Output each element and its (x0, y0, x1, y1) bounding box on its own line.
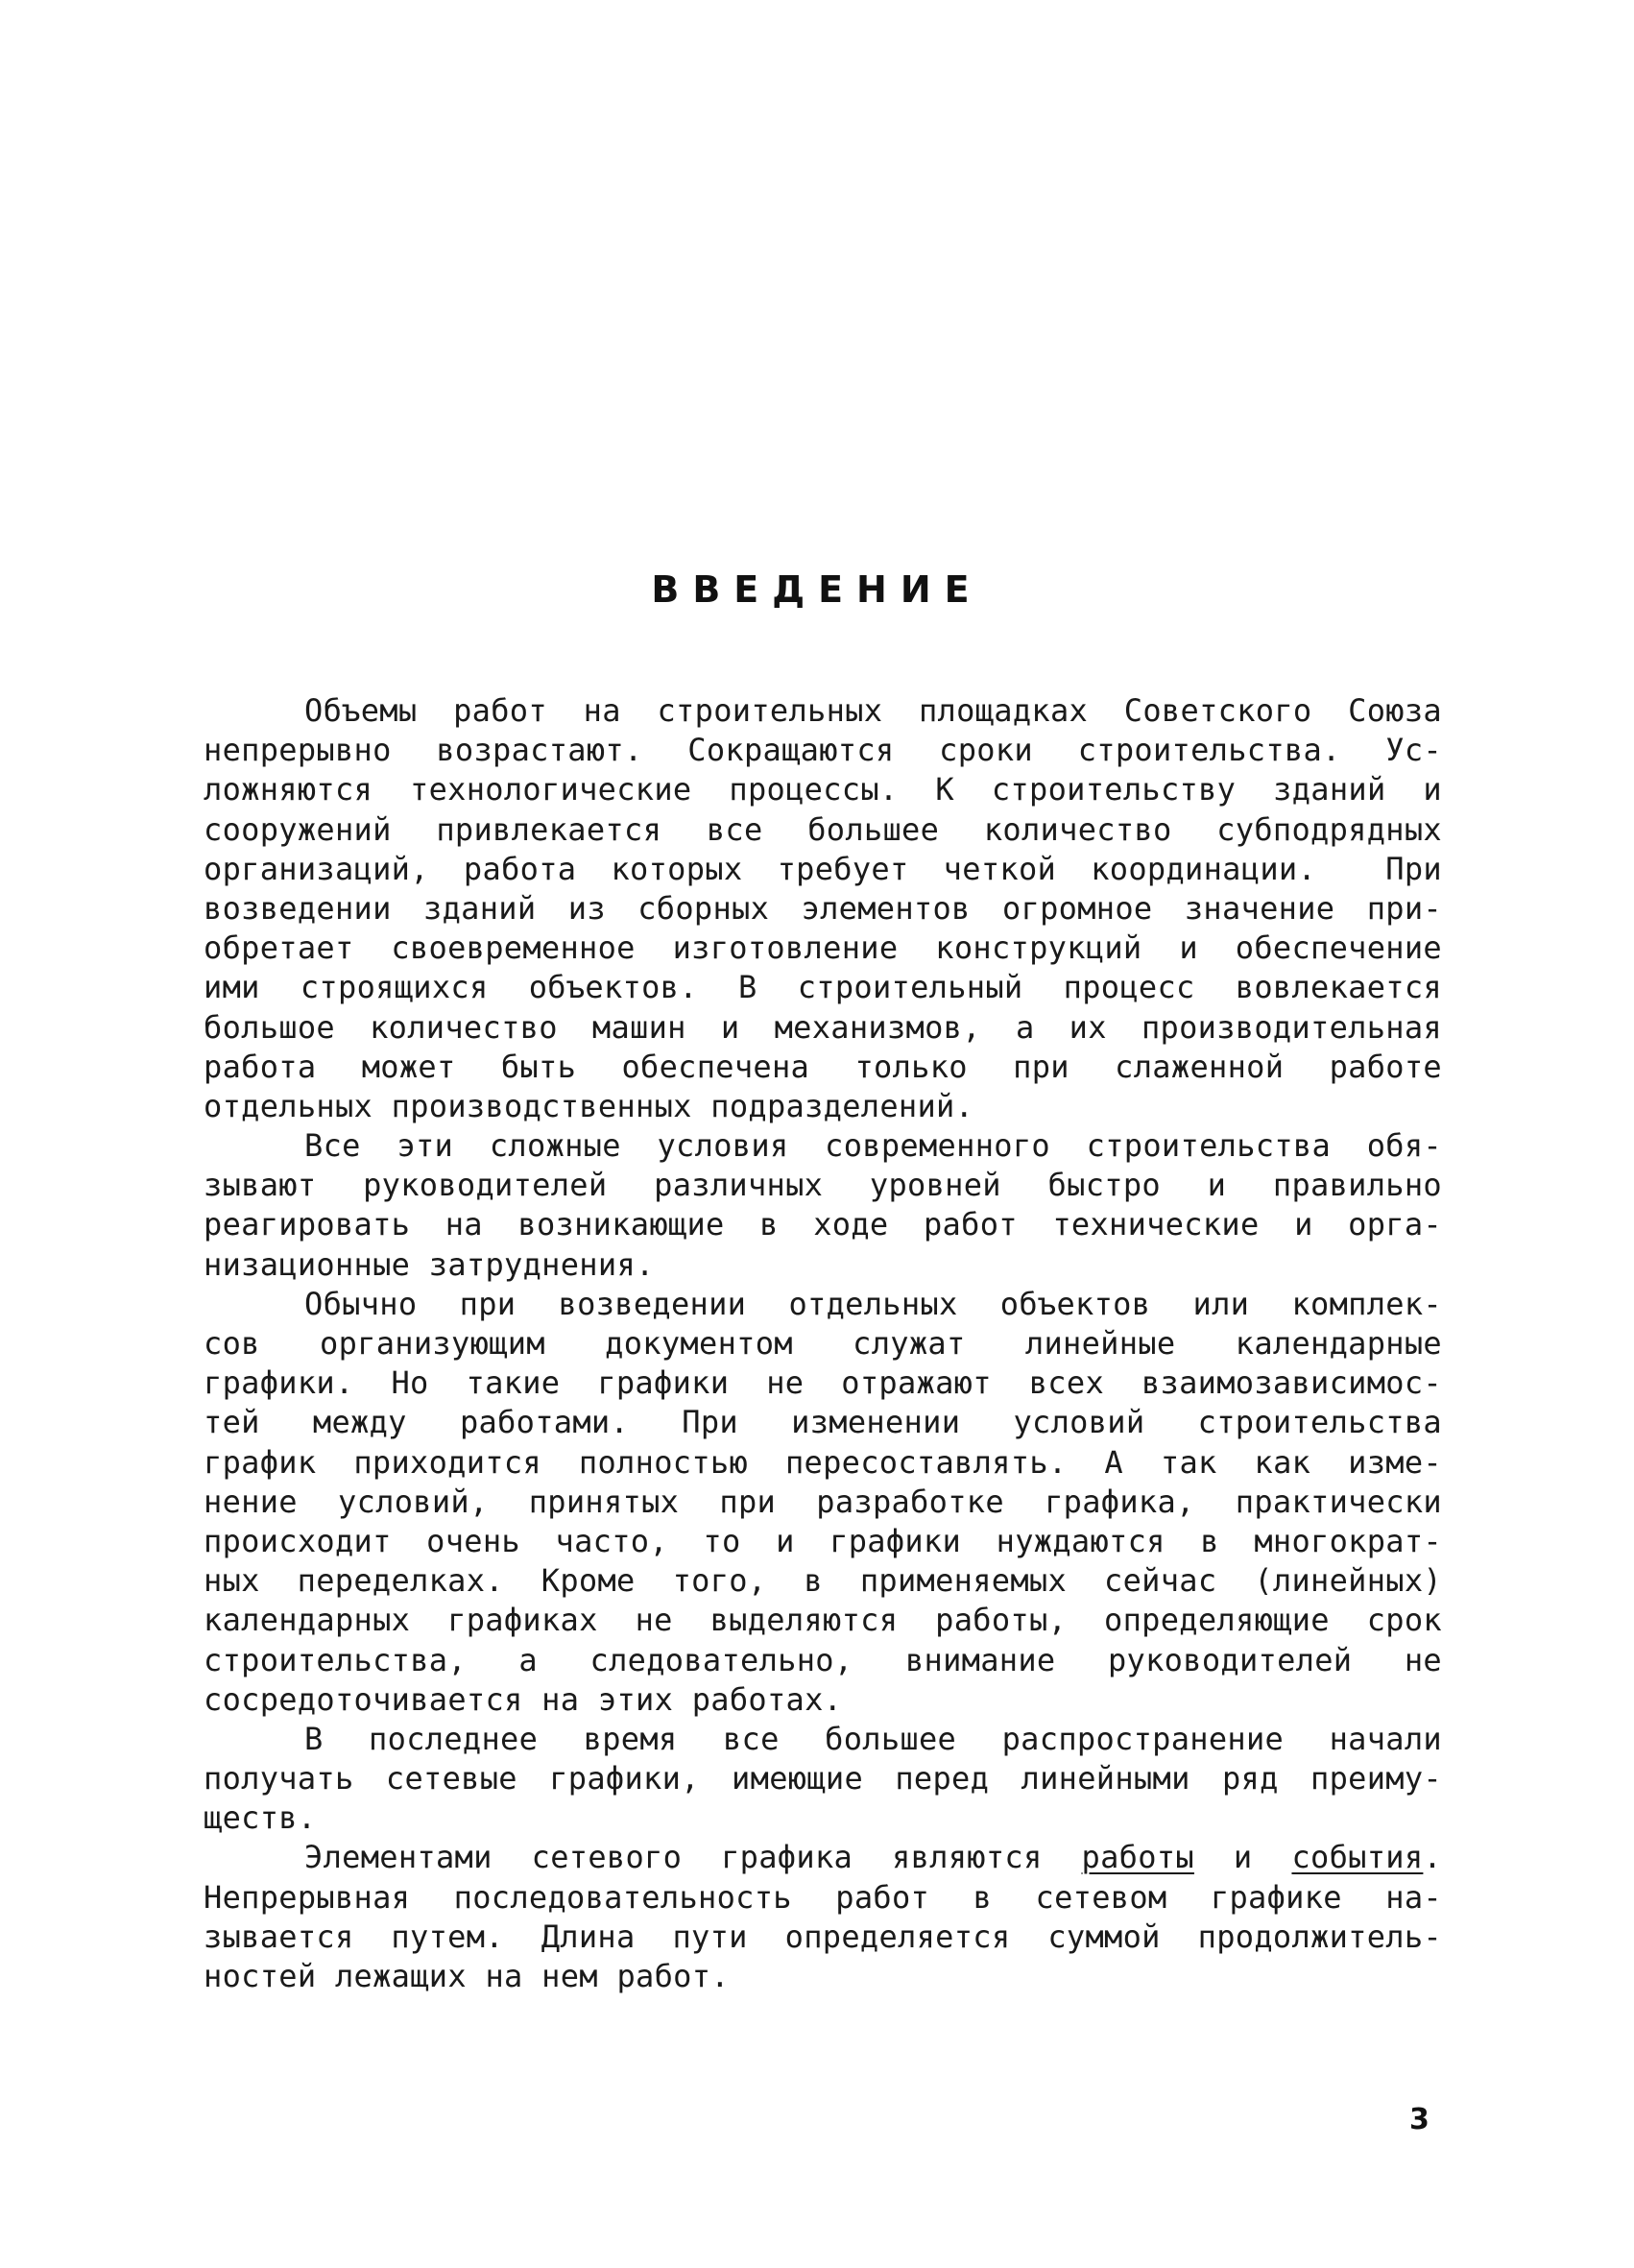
text-line: зывают руководителей различных уровней быстро и правильно (204, 1167, 1442, 1204)
term-event: события (1291, 1839, 1424, 1876)
text-line: В последнее время все большее распространение начали (304, 1720, 1442, 1757)
text-line: организаций, работа которых требует четкой координации. При (204, 850, 1442, 887)
paragraph-2 (204, 1126, 1442, 1285)
text-line: зывается путем. Длина пути определяется суммой продолжитель- (204, 1918, 1442, 1955)
text-line: графики. Но такие графики не отражают всех взаимозависимос- (204, 1364, 1442, 1402)
text-line: обретает своевременное изготовление конструкций и обеспечение (204, 929, 1442, 967)
page-number: 3 (1409, 2103, 1430, 2136)
term-work: работы (1081, 1839, 1194, 1876)
text-line: календарных графиках не выделяются работы, определяющие срок (204, 1602, 1442, 1639)
text-line: сов организующим документом служат линейные календарные (204, 1325, 1442, 1362)
text-line: сосредоточивается на этих работах. (204, 1680, 843, 1718)
text-line: Все эти сложные условия современного строительства обя- (304, 1127, 1442, 1165)
text-line: нение условий, принятых при разработке графика, практически (204, 1483, 1442, 1520)
text-line: низационные затруднения. (204, 1245, 655, 1283)
text-line: Объемы работ на строительных площадках Советского Союза (304, 692, 1442, 729)
text-line: ностей лежащих на нем работ. (204, 1958, 730, 1994)
text-line: тей между работами. При изменении условий строительства (204, 1404, 1442, 1441)
text-line: происходит очень часто, то и графики нуждаются в многократ- (204, 1522, 1442, 1559)
paragraph-5 (204, 1838, 1442, 1996)
text-line: Непрерывная последовательность работ в сетевом графике на- (204, 1878, 1442, 1916)
text-line: ими строящихся объектов. В строительный процесс вовлекается (204, 969, 1442, 1006)
text-line: реагировать на возникающие в ходе работ технические и орга- (204, 1206, 1442, 1243)
text-fragment: Элементами сетевого графика являются (304, 1839, 1082, 1876)
text-line: ществ. (204, 1799, 317, 1837)
text-fragment: и (1193, 1839, 1292, 1876)
text-line: работа может быть обеспечена только при слаженной работе (204, 1048, 1442, 1085)
text-line: ных переделках. Кроме того, в применяемых сейчас (линейных) (204, 1562, 1442, 1600)
text-line: график приходится полностью пересоставлять. А так как изме- (204, 1443, 1442, 1481)
paragraph-4 (204, 1720, 1442, 1839)
text-line: ложняются технологические процессы. К строительству зданий и (204, 771, 1442, 808)
text-line: строительства, а следовательно, внимание руководителей не (204, 1641, 1442, 1678)
page-title: ВВЕДЕНИЕ (651, 568, 983, 611)
text-fragment: . (1423, 1839, 1442, 1876)
text-line (204, 1838, 1442, 1877)
text-line: непрерывно возрастают. Сокращаются сроки строительства. Ус- (204, 732, 1442, 769)
paragraph-1 (204, 691, 1442, 1126)
text-line: получать сетевые графики, имеющие перед линейными ряд преиму- (204, 1760, 1442, 1798)
text-line: отдельных производственных подразделений. (204, 1087, 974, 1124)
text-line: возведении зданий из сборных элементов огромное значение при- (204, 889, 1442, 927)
body-text (204, 691, 1442, 1996)
text-line: Обычно при возведении отдельных объектов или комплек- (304, 1285, 1442, 1322)
text-line: большое количество машин и механизмов, а их производительная (204, 1008, 1442, 1046)
text-line: сооружений привлекается все большее количество субподрядных (204, 810, 1442, 848)
paragraph-3 (204, 1285, 1442, 1720)
